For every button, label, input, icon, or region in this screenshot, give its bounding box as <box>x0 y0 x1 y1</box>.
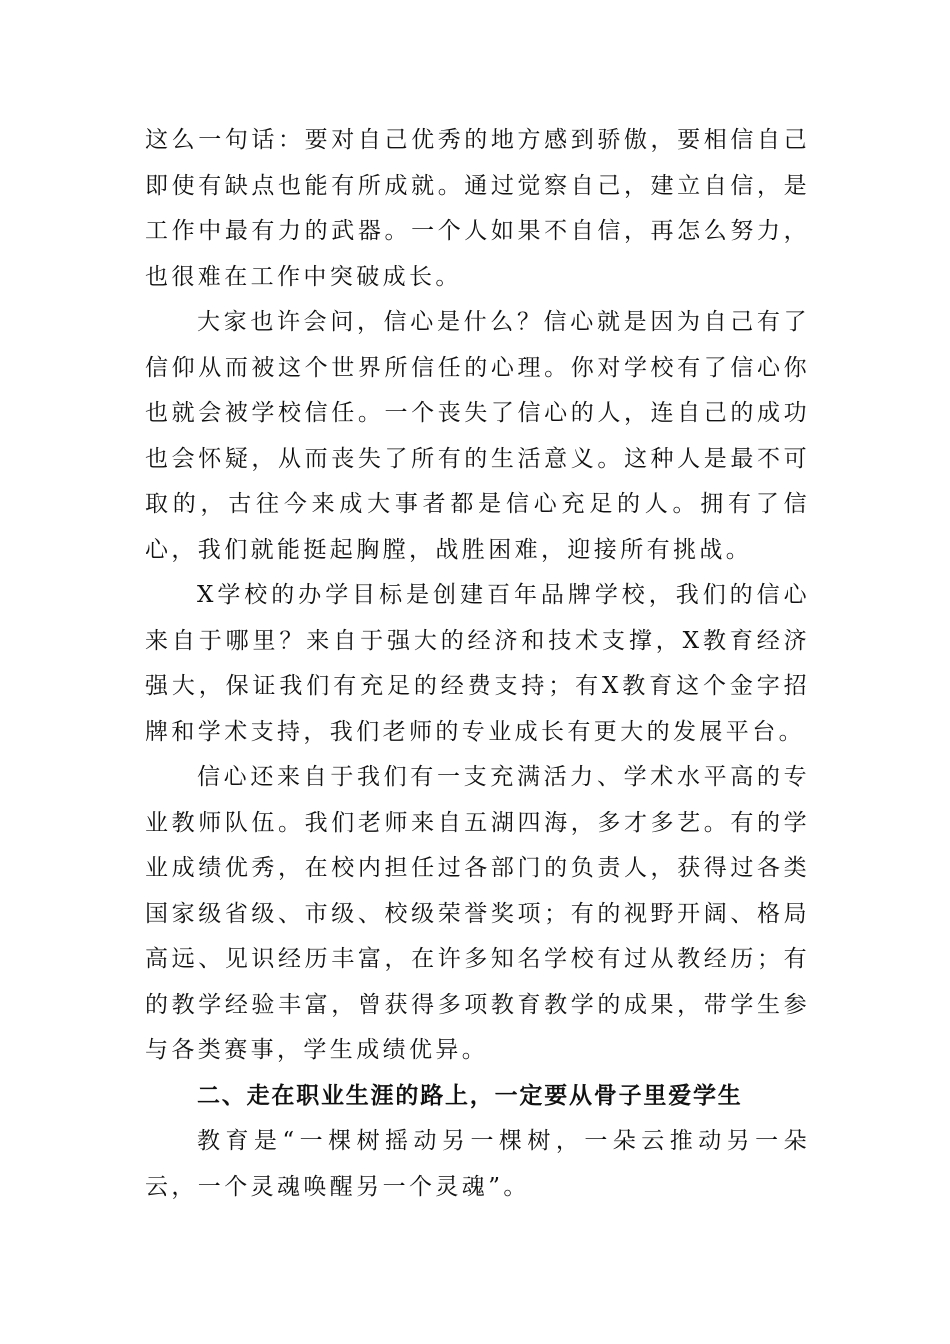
paragraph-5: 教育是“一棵树摇动另一棵树，一朵云推动另一朵云，一个灵魂唤醒另一个灵魂”。 <box>145 1128 810 1200</box>
document-body <box>145 118 810 1210</box>
paragraph-1: 这么一句话：要对自己优秀的地方感到骄傲，要相信自己即使有缺点也能有所成就。通过觉察自己，建立自信，是工作中最有力的武器。一个人如果不自信，再怎么努力，也很难在工作中突破成长。 <box>145 127 810 290</box>
paragraph-4: 信心还来自于我们有一支充满活力、学术水平高的专业教师队伍。我们老师来自五湖四海，多才多艺。有的学业成绩优秀，在校内担任过各部门的负责人，获得过各类国家级省级、市级、校级荣誉奖项；有的视野开阔、格局高远、见识经历丰富，在许多知名学校有过从教经历；有的教学经验丰富，曾获得多项教育教学的成果，带学生参与各类赛事，学生成绩优异。 <box>145 764 810 1063</box>
paragraph-2: 大家也许会问，信心是什么？信心就是因为自己有了信仰从而被这个世界所信任的心理。你对学校有了信心你也就会被学校信任。一个丧失了信心的人，连自己的成功也会怀疑，从而丧失了所有的生活意义。这种人是最不可取的，古往今来成大事者都是信心充足的人。拥有了信心，我们就能挺起胸膛，战胜困难，迎接所有挑战。 <box>145 309 810 563</box>
paragraph-3: X学校的办学目标是创建百年品牌学校，我们的信心来自于哪里？来自于强大的经济和技术支撑，X教育经济强大，保证我们有充足的经费支持；有X教育这个金字招牌和学术支持，我们老师的专业成长有更大的发展平台。 <box>145 582 810 745</box>
section-heading: 二、走在职业生涯的路上，一定要从骨子里爱学生 <box>197 1082 743 1109</box>
